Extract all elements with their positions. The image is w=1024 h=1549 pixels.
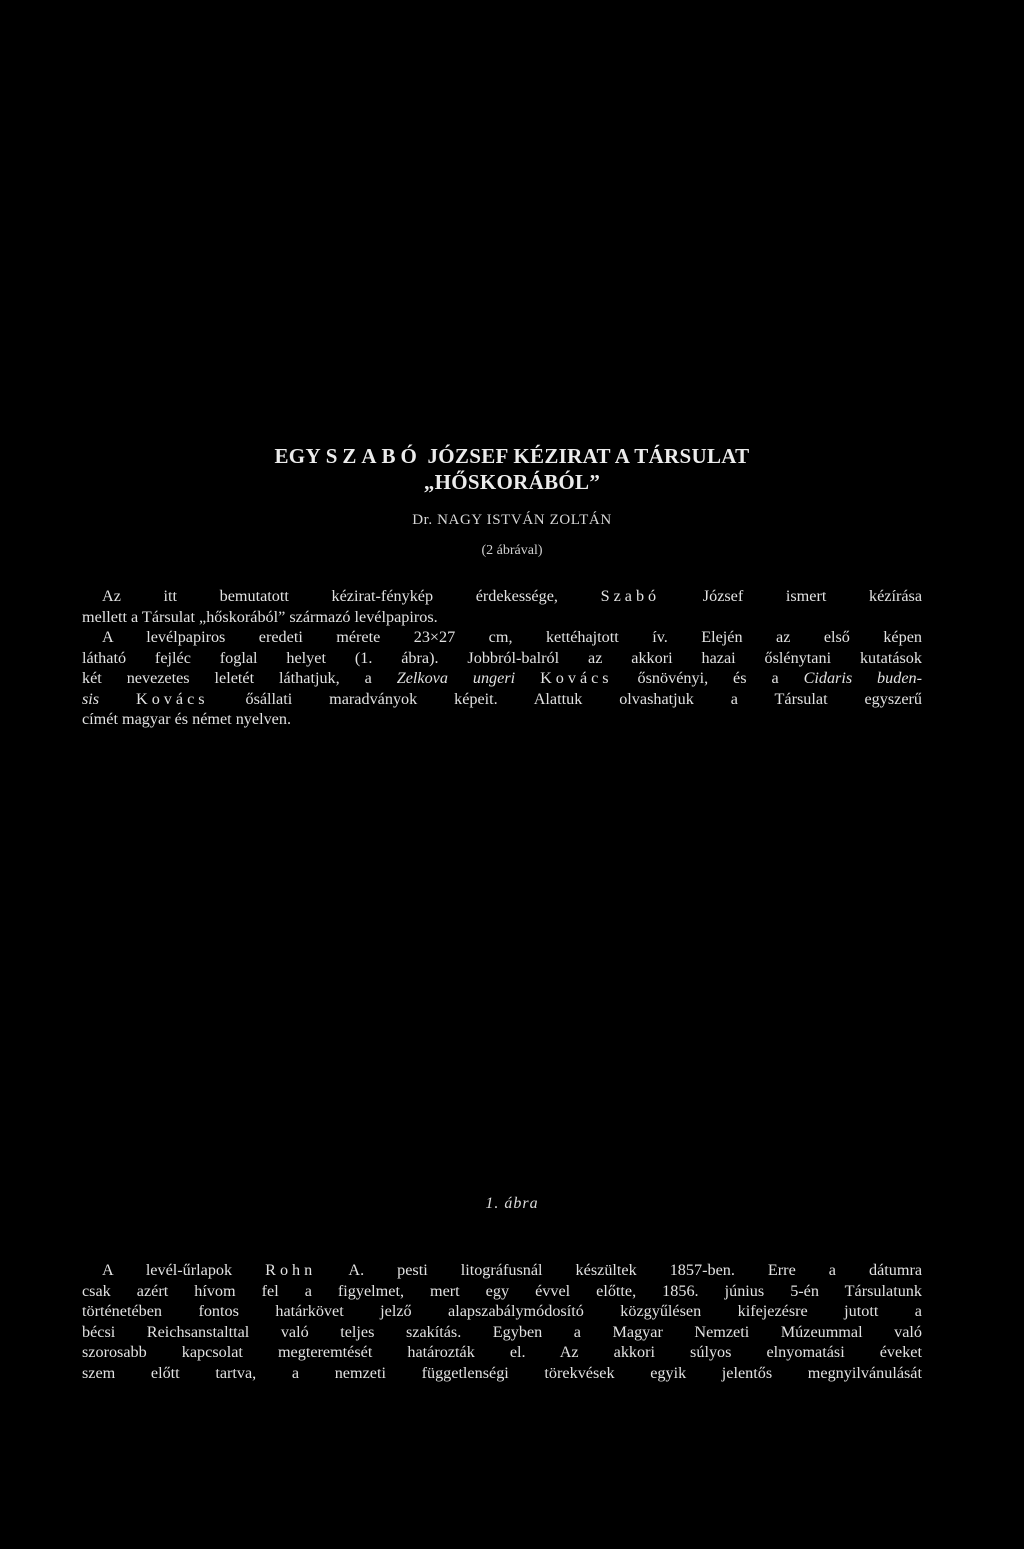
text-run: A. pesti litográfusnál készültek 1857-ben. Erre a dátumra: [348, 1261, 923, 1279]
paragraph-intro: [82, 586, 922, 730]
paragraph-line: címét magyar és német nyelven.: [82, 710, 292, 728]
paragraph-line: [82, 689, 922, 710]
spaced-name: Szabó: [600, 587, 661, 605]
article-title-line-2: „HŐSKORÁBÓL”: [423, 470, 601, 494]
paragraph-line: [82, 1260, 922, 1281]
text-run: A levél-űrlapok: [102, 1261, 233, 1279]
paragraph-line: A levélpapiros eredeti mérete 23×27 cm, kettéhajtott ív. Elején az első képen: [102, 628, 922, 646]
paragraph-line: [82, 668, 922, 689]
paragraph-line: látható fejléc foglal helyet (1. ábra). Jobbról-balról az akkori hazai őslénytani kutatások: [82, 648, 922, 667]
paragraph-line: csak azért hívom fel a figyelmet, mert egy évvel előtte, 1856. június 5-én Társulatunk: [82, 1281, 922, 1300]
text-run: József ismert kézírása: [702, 587, 923, 605]
italic-taxon: sis: [82, 689, 100, 708]
italic-taxon: Cidaris buden-: [803, 669, 923, 687]
paragraph-line: történetében fontos határkövet jelző alapszabálymódosító közgyűlésen kifejezésre jutott a: [82, 1302, 922, 1320]
author-byline: Dr. NAGY ISTVÁN ZOLTÁN: [412, 512, 612, 528]
article-title-line-1: [60, 444, 964, 469]
text-run: Az itt bemutatott kézirat-fénykép érdekessége,: [102, 587, 558, 605]
spaced-name: Kovács: [136, 689, 209, 708]
paragraph-line: mellett a Társulat „hőskorából” származó levélpapiros.: [82, 607, 438, 626]
figure-caption: 1. ábra: [485, 1195, 539, 1212]
paragraph-line: [82, 586, 922, 607]
paragraph-line: szorosabb kapcsolat megteremtését határozták el. Az akkori súlyos elnyomatási éveket: [82, 1343, 922, 1361]
paragraph-line: bécsi Reichsanstalttal való teljes szakítás. Egyben a Magyar Nemzeti Múzeummal való: [82, 1322, 922, 1341]
spaced-name: Kovács: [540, 669, 613, 687]
text-run: ősállati maradványok képeit. Alattuk olvashatjuk a Társulat egyszerű: [245, 689, 922, 708]
title-name-szabo: SZABÓ: [325, 444, 422, 468]
title-rest: JÓZSEF KÉZIRAT A TÁRSULAT: [427, 444, 750, 468]
paragraph-line: szem előtt tartva, a nemzeti függetlenségi törekvések egyik jelentős megnyilvánulását: [82, 1363, 922, 1382]
paragraph-history: [82, 1260, 922, 1383]
text-run: ősnövényi, és a: [637, 669, 779, 687]
figure-count-note: (2 ábrával): [481, 543, 543, 558]
title-word-egy: EGY: [274, 444, 321, 468]
spaced-name: Rohn: [265, 1261, 317, 1279]
italic-taxon: Zelkova ungeri: [396, 669, 516, 687]
text-run: két nevezetes leletét láthatjuk, a: [82, 669, 372, 687]
